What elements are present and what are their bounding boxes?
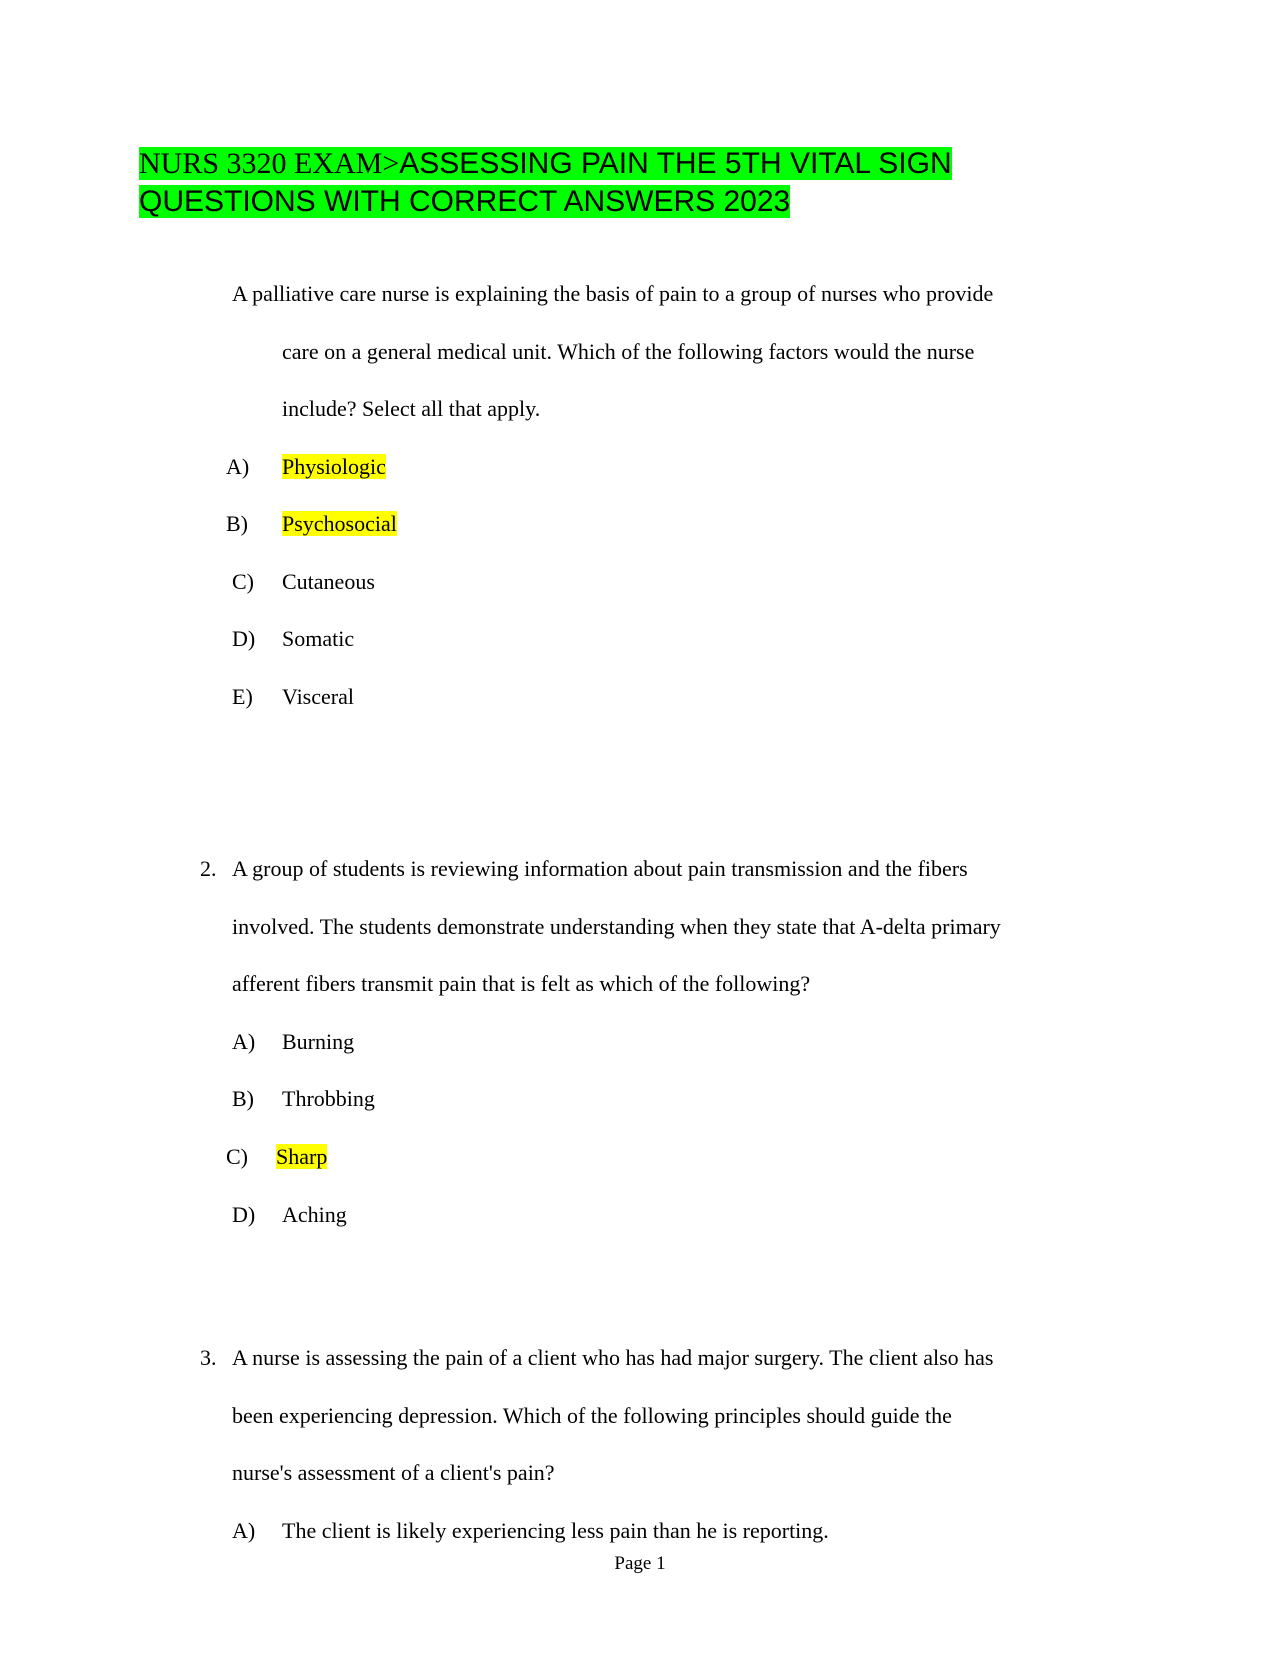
question-3-option-text: The client is likely experiencing less pain than he is reporting. <box>282 1518 829 1543</box>
question-2-option-text: Burning <box>282 1029 355 1054</box>
question-2-stem-line-1: A group of students is reviewing information about pain transmission and the fibers <box>232 856 968 881</box>
document-title <box>139 145 1139 221</box>
title-course-code: NURS 3320 EXAM> <box>139 147 400 180</box>
question-2-option-letter: D) <box>232 1202 256 1227</box>
question-3-option-letter: A) <box>232 1518 256 1543</box>
page-footer: Page 1 <box>614 1553 666 1574</box>
question-1-option-letter: C) <box>232 569 254 594</box>
question-2-stem-line-2: involved. The students demonstrate understanding when they state that A-delta primary <box>232 914 1001 939</box>
question-3-stem-line-3: nurse's assessment of a client's pain? <box>232 1460 555 1485</box>
question-2-option-letter: B) <box>232 1086 254 1111</box>
correct-answer-highlight: Physiologic <box>282 454 386 479</box>
title-line-2 <box>139 183 1139 221</box>
question-1-option-letter: D) <box>232 626 256 651</box>
question-3-stem-line-2: been experiencing depression. Which of the following principles should guide the <box>232 1403 952 1428</box>
question-1-option-letter: B) <box>226 511 248 536</box>
question-2-option-text <box>276 1143 327 1171</box>
question-1-option-text <box>282 510 397 538</box>
title-topic: ASSESSING PAIN THE 5TH VITAL SIGN <box>399 147 952 180</box>
question-2-option-letter: C) <box>226 1144 248 1169</box>
question-1-stem-line-3: include? Select all that apply. <box>282 396 541 421</box>
question-1-option-text: Somatic <box>282 626 355 651</box>
question-3-number: 3. <box>200 1345 217 1370</box>
question-3-stem-line-1: A nurse is assessing the pain of a client who has had major surgery. The client also has <box>232 1345 994 1370</box>
question-2-number: 2. <box>200 856 217 881</box>
question-2-stem-line-3: afferent fibers transmit pain that is felt as which of the following? <box>232 971 811 996</box>
question-1-stem-line-1: A palliative care nurse is explaining the basis of pain to a group of nurses who provide <box>232 281 994 306</box>
question-1-option-letter: A) <box>226 454 250 479</box>
question-1-option-text <box>282 453 386 481</box>
question-1-option-text: Cutaneous <box>282 569 375 594</box>
title-line-1 <box>139 145 1139 183</box>
title-subtitle: QUESTIONS WITH CORRECT ANSWERS 2023 <box>139 185 791 218</box>
question-2-option-letter: A) <box>232 1029 256 1054</box>
question-1-option-letter: E) <box>232 684 253 709</box>
correct-answer-highlight: Sharp <box>276 1144 328 1169</box>
question-1-stem-line-2: care on a general medical unit. Which of the following factors would the nurse <box>282 339 975 364</box>
question-2-option-text: Throbbing <box>282 1086 375 1111</box>
question-1-option-text: Visceral <box>282 684 354 709</box>
question-2-option-text: Aching <box>282 1202 347 1227</box>
correct-answer-highlight: Psychosocial <box>282 511 397 536</box>
